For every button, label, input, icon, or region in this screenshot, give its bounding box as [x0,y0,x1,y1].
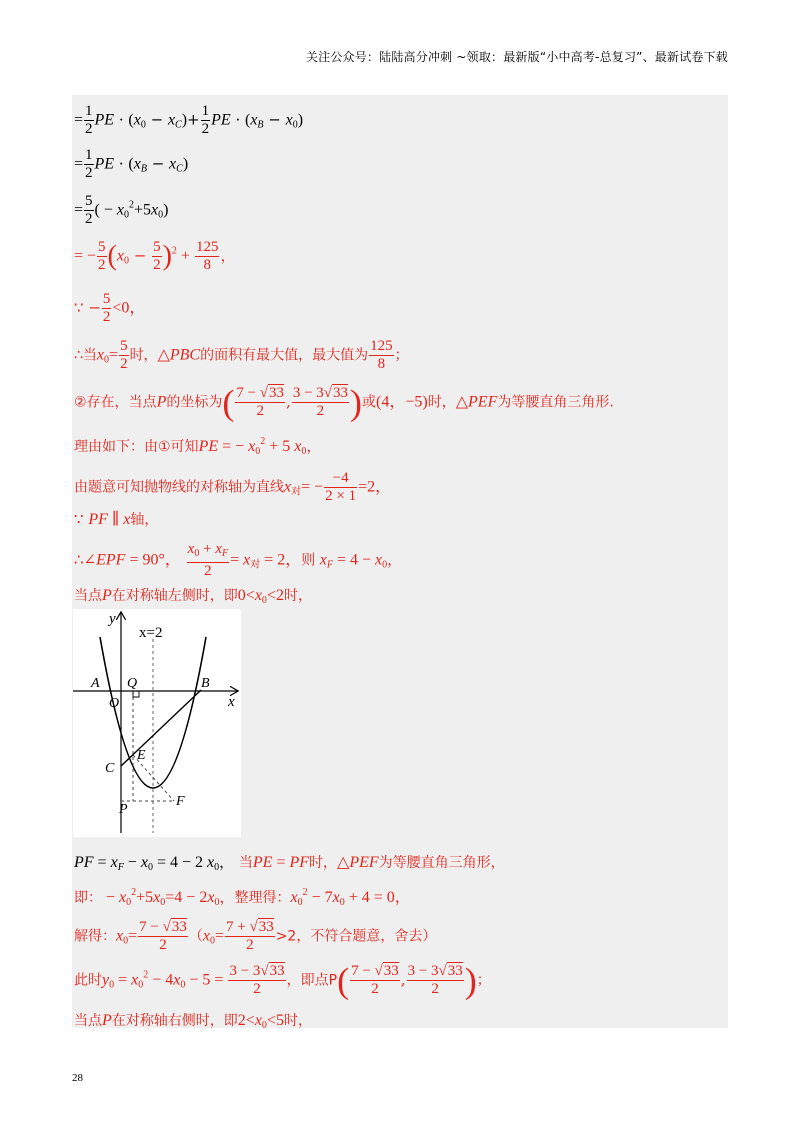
equation-line-1: = $\frac{1}{2}$ PE · $(x_0 - x_C)+$ $\frac{1}{2}$ PE · $(x_B - x_0)$ [74,103,304,137]
parabola-figure [73,609,241,837]
label-f: F [176,794,185,809]
reason-line-1: 理由如下：由①可知PE = − $x_0^2 + 5$ $x_0$， [74,436,322,457]
case-right-heading: 当点P在对称轴右侧时，即$2<x_0<5$时， [74,1012,312,1031]
label-y: y [109,611,116,627]
equation-line-4: = − $\frac{5}{2}$ ($x_0$ − $\frac{5}{2}$ )$^2$ + $\frac{125}{8}$ ， [74,239,236,273]
equation-line-3: = $\frac{5}{2}$ ( − $x_0^2+5x_0$) [74,193,169,227]
label-x: x [228,694,235,710]
label-e: E [137,748,146,763]
reason-line-3: ∵ PF ∥ x轴， [74,510,159,528]
parabola-diagram [73,609,241,837]
case-left-line-1: PF = $x_F - x_0 = 4 - 2$ $x_0$， 当PE = PF时，△PEF为等腰直角三角形， [74,853,505,873]
label-q: Q [127,676,138,691]
label-axis-eq: x=2 [139,625,163,641]
right-angle-mark [133,691,139,697]
reason-line-4: ∴∠EPF = 90°， $\frac{x_0 + x_F}{2}$ = $x_对 = 2$，则 $x_F = 4 - x_0$， [74,541,403,579]
equation-line-5: ∵ − $\frac{5}{2}$ <0， [74,291,146,325]
page-header: 关注公众号：陆陆高分冲刺 ~领取：最新版“小中高考-总复习”、最新试卷下载 [305,50,728,64]
conclusion-line-2: ②存在，当点P的坐标为( $\frac{7 - √33}{2}$ , $\frac{3 - 3√33}{2}$ )或(4，−5)时，△PEF为等腰直角三角形. [74,382,614,423]
segment-ce [121,755,133,766]
label-b: B [201,676,210,691]
reason-line-2: 由题意可知抛物线的对称轴为直线$x_对=$ − $\frac{-4}{2 \times 1}$ =2， [74,470,392,504]
case-left-line-2: 即： − $x_0^2+5x_0=4 - 2x_0$，整理得：$x_0^2 - 7x_0 + 4 = 0$， [74,887,411,908]
case-left-line-4: 此时$y_0 = x_0^2 - 4x_0 - 5$ = $\frac{3 - 3√33}{2}$ ，即点P( $\frac{7 - √33}{2}$ , $\frac{3 - 3√33}{2}$ )； [74,960,491,1001]
label-o: O [109,696,120,711]
page-number: 28 [72,1072,83,1084]
label-a: A [91,676,100,691]
label-c: C [105,761,115,776]
label-p: P [119,802,128,817]
case-left-line-3: 解得：$x_0=$ $\frac{7 - √33}{2}$ （$x_0=$ $\frac{7 + √33}{2}$ >2，不符合题意，舍去） [74,919,437,953]
conclusion-line-1: ∴当$x_0=$ $\frac{5}{2}$ 时，△PBC的面积有最大值，最大值为 $\frac{125}{8}$ ； [74,338,409,372]
case-left-heading: 当点P在对称轴左侧时，即$0<x_0<2$时， [74,587,312,606]
equation-line-2: = $\frac{1}{2}$ PE · $(x_B - x_C)$ [74,147,189,181]
solution-content [72,95,728,1031]
